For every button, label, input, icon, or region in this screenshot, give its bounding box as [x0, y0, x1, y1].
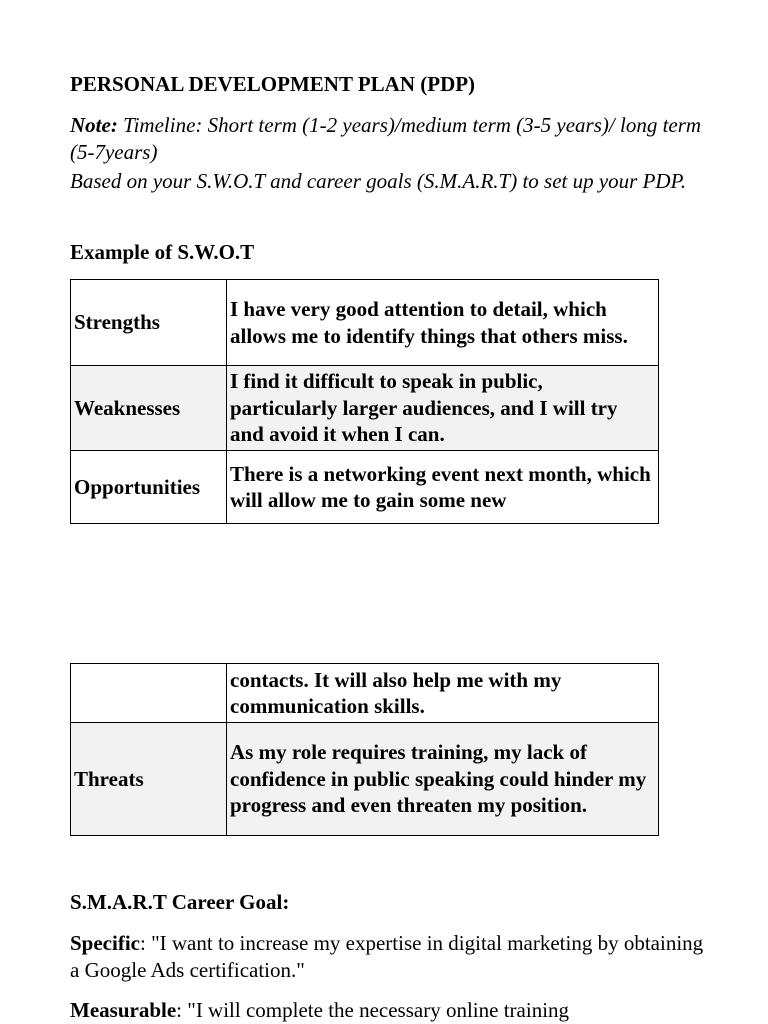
page-title: PERSONAL DEVELOPMENT PLAN (PDP) [70, 72, 476, 96]
smart-specific [70, 930, 710, 984]
swot-row-threats [71, 723, 659, 836]
swot-text: As my role requires training, my lack of confidence in public speaking could hinder my progress and even threaten my position. [227, 723, 659, 836]
swot-row-continued [71, 664, 659, 723]
swot-label: Opportunities [71, 451, 227, 524]
swot-text: I find it difficult to speak in public, particularly larger audiences, and I will try and avoid it when I can. [227, 366, 659, 451]
swot-label [71, 664, 227, 723]
swot-row-strengths [71, 280, 659, 366]
swot-text: contacts. It will also help me with my communication skills. [227, 664, 659, 723]
smart-label: Specific [70, 931, 140, 955]
timeline-note [70, 112, 710, 166]
swot-label: Threats [71, 723, 227, 836]
smart-text: : "I want to increase my expertise in digital marketing by obtaining a Google Ads certification." [70, 931, 704, 982]
swot-label: Strengths [71, 280, 227, 366]
smart-heading: S.M.A.R.T Career Goal: [70, 890, 290, 914]
swot-row-opportunities [71, 451, 659, 524]
swot-heading: Example of S.W.O.T [70, 240, 255, 264]
swot-table-part-2 [70, 663, 659, 836]
smart-text: : "I will complete the necessary online training [176, 998, 570, 1022]
swot-text: I have very good attention to detail, which allows me to identify things that others miss. [227, 280, 659, 366]
note-text: Timeline: Short term (1-2 years)/medium term (3-5 years)/ long term (5-7years) [70, 113, 702, 164]
smart-measurable [70, 997, 710, 1024]
swot-label: Weaknesses [71, 366, 227, 451]
instruction-text: Based on your S.W.O.T and career goals (S.M.A.R.T) to set up your PDP. [70, 169, 686, 193]
note-label: Note: [70, 113, 118, 137]
swot-table-part-1 [70, 279, 659, 524]
swot-row-weaknesses [71, 366, 659, 451]
smart-label: Measurable [70, 998, 177, 1022]
swot-text: There is a networking event next month, which will allow me to gain some new [227, 451, 659, 524]
